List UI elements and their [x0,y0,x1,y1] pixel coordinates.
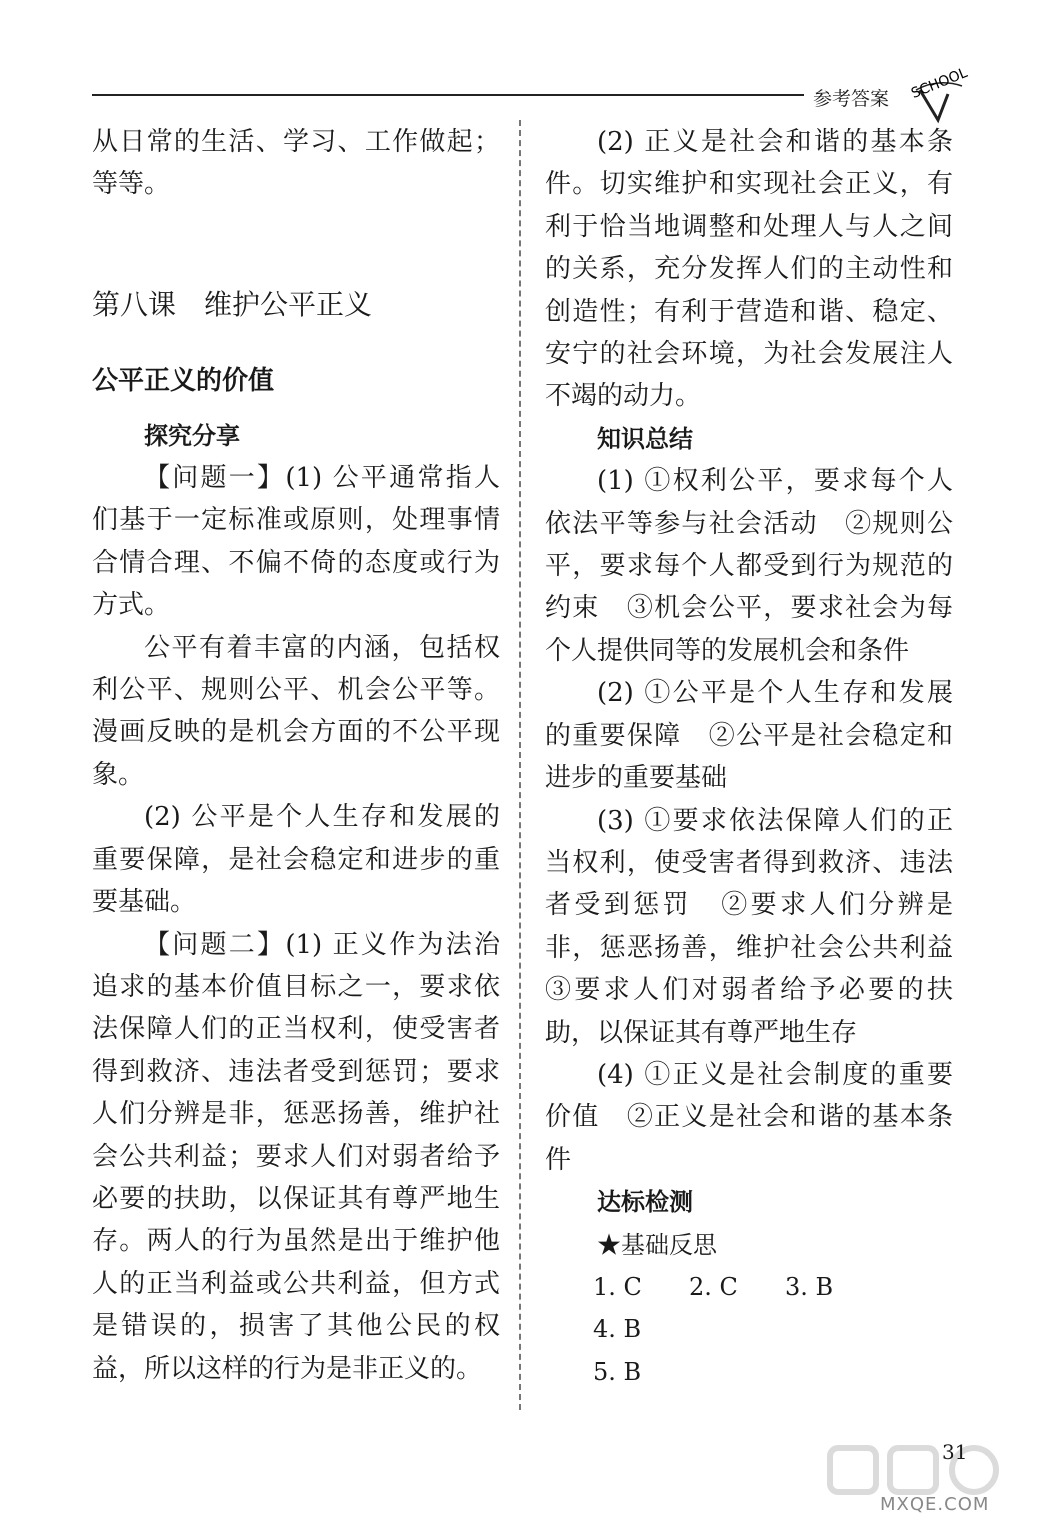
answer: 2. C [689,1272,738,1301]
subhead-test: 达标检测 [597,1188,693,1217]
header-rule [92,94,804,96]
right-column [545,121,980,1393]
column-divider [519,120,521,1410]
answers-row [545,1266,953,1351]
subhead-explore: 探究分享 [144,421,240,450]
paragraph: 从日常的生活、学习、工作做起；等等。 [92,127,500,200]
paragraph: 【问题二】(1) 正义作为法治追求的基本价值目标之一，要求依法保障人们的正当权利，使受害者得到救济、违法者受到惩罚；要求人们分辨是非，惩恶扬善，维护社会公共利益；要求人们对弱者给予必要的扶助，以保证其有尊严地生存。两人的行为虽然是出于维护他人的正当利益或公共利益，但方式是错误的，损害了其他公民的权益，所以这样的行为是非正义的。 [92,929,500,1384]
paragraph: 【问题一】(1) 公平通常指人们基于一定标准或原则，处理事情合情合理、不偏不倚的态度或行为方式。 [92,463,500,621]
school-logo-icon [902,64,974,124]
svg-text:SCHOOL: SCHOOL [909,64,970,102]
paragraph: (2) 正义是社会和谐的基本条件。切实维护和实现社会正义，有利于恰当地调整和处理人与人之间的关系，充分发挥人们的主动性和创造性；有利于营造和谐、稳定、安宁的社会环境，为社会发展注人不竭的动力。 [545,127,953,412]
left-column [92,121,500,1390]
lesson-title: 第八课 维护公平正义 [92,287,373,321]
paragraph: (3) ①要求依法保障人们的正当权利，使受害者得到救济、违法者受到惩罚 ②要求人们分辨是非，惩恶扬善，维护社会公共利益 ③要求人们对弱者给予必要的扶助，以保证其有尊严地生存 [545,805,980,1048]
answer: 1. C [593,1272,642,1301]
answers-row [545,1351,953,1393]
answer: 3. B [785,1272,834,1301]
basic-reflection-label: ★基础反思 [597,1230,717,1259]
watermark-text: MXQE.COM [880,1494,990,1515]
answer: 5. B [593,1357,642,1386]
page-number: 31 [942,1440,968,1464]
paragraph: (1) ①权利公平，要求每个人依法平等参与社会活动 ②规则公平，要求每个人都受到行为规范的约束 ③机会公平，要求社会为每个人提供同等的发展机会和条件 [545,466,953,666]
section-title: 公平正义的价值 [92,366,275,397]
paragraph: 公平有着丰富的内涵，包括权利公平、规则公平、机会公平等。漫画反映的是机会方面的不公平现象。 [92,632,500,790]
answer: 4. B [593,1315,642,1344]
header-label: 参考答案 [813,88,890,110]
subhead-summary: 知识总结 [597,424,693,453]
paragraph: (4) ①正义是社会制度的重要价值 ②正义是社会和谐的基本条件 [545,1059,953,1175]
paragraph: (2) 公平是个人生存和发展的重要保障，是社会稳定和进步的重要基础。 [92,802,500,918]
paragraph: (2) ①公平是个人生存和发展的重要保障 ②公平是社会稳定和进步的重要基础 [545,678,953,794]
